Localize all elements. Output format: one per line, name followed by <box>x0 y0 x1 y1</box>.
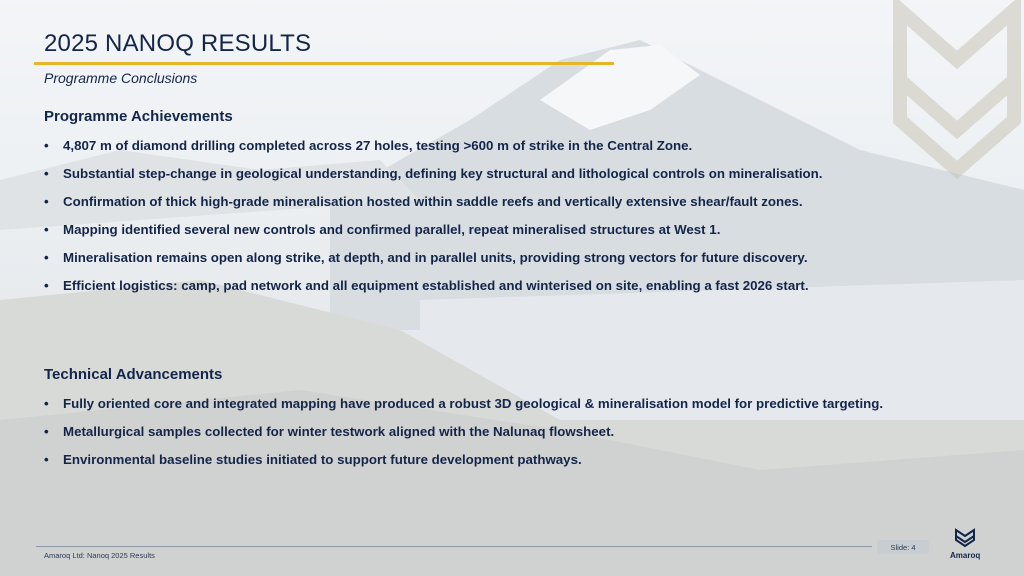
list-item: • Efficient logistics: camp, pad network and all equipment established and winterised on site, enabling a fast 2026 start. <box>44 278 809 293</box>
footer-company-text: Amaroq Ltd: Nanoq 2025 Results <box>44 551 155 560</box>
page-title: 2025 NANOQ RESULTS <box>44 30 312 57</box>
list-item: • Fully oriented core and integrated mapping have produced a robust 3D geological & mineralisation model for predictive targeting. <box>44 396 884 411</box>
bullet-icon: • <box>44 222 49 237</box>
bullet-icon: • <box>44 166 49 181</box>
page-subtitle: Programme Conclusions <box>44 70 198 86</box>
technical-heading: Technical Advancements <box>44 366 223 383</box>
achievements-list <box>44 137 984 294</box>
achievements-section <box>44 108 984 305</box>
list-item: • Metallurgical samples collected for winter testwork aligned with the Nalunaq flowsheet. <box>44 424 615 439</box>
bullet-icon: • <box>44 138 49 153</box>
bullet-icon: • <box>44 250 49 265</box>
slide-number-badge: Slide: 4 <box>877 540 929 554</box>
amaroq-logo <box>950 528 980 560</box>
amaroq-logo-icon <box>954 528 976 548</box>
list-item: • Mineralisation remains open along strike, at depth, and in parallel units, providing strong vectors for future discovery. <box>44 250 808 265</box>
list-item: • Mapping identified several new controls and confirmed parallel, repeat mineralised structures at West 1. <box>44 222 721 237</box>
list-item: • 4,807 m of diamond drilling completed across 27 holes, testing >600 m of strike in the Central Zone. <box>44 138 693 153</box>
bullet-icon: • <box>44 396 49 411</box>
bullet-icon: • <box>44 424 49 439</box>
bullet-icon: • <box>44 194 49 209</box>
footer-divider <box>36 546 872 547</box>
list-item: • Environmental baseline studies initiated to support future development pathways. <box>44 452 582 467</box>
bullet-icon: • <box>44 278 49 293</box>
logo-label: Amaroq <box>950 551 981 560</box>
title-underline <box>34 62 614 65</box>
technical-list <box>44 395 984 468</box>
list-item: • Substantial step-change in geological understanding, defining key structural and lithological controls on mineralisation. <box>44 166 823 181</box>
achievements-heading: Programme Achievements <box>44 108 233 125</box>
list-item: • Confirmation of thick high-grade mineralisation hosted within saddle reefs and vertically extensive shear/fault zones. <box>44 194 803 209</box>
bullet-icon: • <box>44 452 49 467</box>
technical-section <box>44 366 984 479</box>
